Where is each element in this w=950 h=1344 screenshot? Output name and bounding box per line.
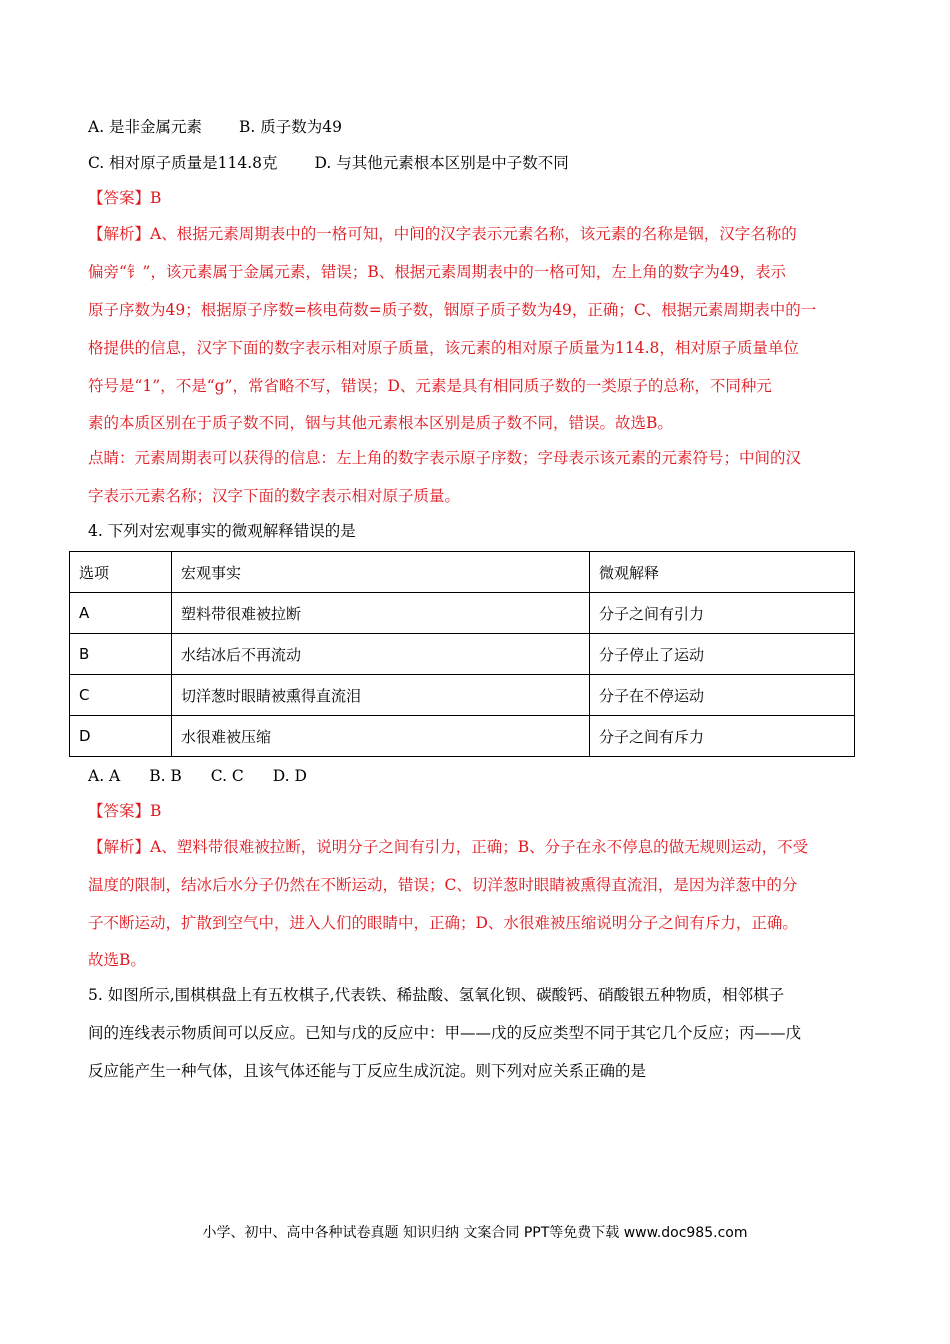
table-row [70, 634, 855, 675]
table-header-cell: 宏观事实 [172, 552, 590, 593]
table-cell: 分子停止了运动 [590, 634, 855, 675]
q5-stem-line: 5. 如图所示,围棋棋盘上有五枚棋子,代表铁、稀盐酸、氢氧化钡、碳酸钙、硝酸银五种物质，相邻棋子 [88, 986, 785, 1004]
q3-options-row2 [88, 153, 569, 173]
table-cell: 切洋葱时眼睛被熏得直流泪 [172, 675, 590, 716]
table-cell: B [70, 634, 172, 675]
table-row [70, 675, 855, 716]
q3-tip-line: 点睛：元素周期表可以获得的信息：左上角的数字表示原子序数；字母表示该元素的元素符号；中间的汉 [88, 449, 802, 467]
q3-analysis-line: 素的本质区别在于质子数不同，铟与其他元素根本区别是质子数不同，错误。故选B。 [88, 414, 673, 432]
q3-option-d: D. 与其他元素根本区别是中子数不同 [314, 154, 569, 172]
q3-options-row1 [88, 117, 342, 137]
q3-analysis-line: 【解析】A、根据元素周期表中的一格可知，中间的汉字表示元素名称，该元素的名称是铟，汉字名称的 [88, 225, 797, 243]
q4-answer: 【答案】B [88, 802, 162, 820]
q4-analysis-line: 【解析】A、塑料带很难被拉断，说明分子之间有引力，正确；B、分子在永不停息的做无规则运动，不受 [88, 838, 809, 856]
q5-stem-line: 间的连线表示物质间可以反应。已知与戊的反应中：甲——戊的反应类型不同于其它几个反应；丙——戊 [88, 1024, 802, 1042]
table-cell: 分子在不停运动 [590, 675, 855, 716]
table-cell: 水很难被压缩 [172, 716, 590, 757]
table-cell: 塑料带很难被拉断 [172, 593, 590, 634]
table-row [70, 593, 855, 634]
q3-option-b: B. 质子数为49 [239, 118, 342, 136]
q3-analysis-line: 格提供的信息，汉字下面的数字表示相对原子质量，该元素的相对原子质量为114.8，相对原子质量单位 [88, 339, 799, 357]
table-header-row [70, 552, 855, 593]
q4-analysis-line: 故选B。 [88, 951, 146, 969]
table-header-cell: 微观解释 [590, 552, 855, 593]
q4-option-b: B. B [149, 767, 182, 785]
table-cell: 分子之间有斥力 [590, 716, 855, 757]
table-cell: D [70, 716, 172, 757]
q4-analysis-line: 温度的限制，结冰后水分子仍然在不断运动，错误；C、切洋葱时眼睛被熏得直流泪，是因为洋葱中的分 [88, 876, 798, 894]
q4-options [88, 766, 307, 786]
q3-analysis-line: 符号是“1”，不是“g”，常省略不写，错误；D、元素是具有相同质子数的一类原子的总称，不同种元 [88, 377, 772, 395]
q3-tip-line: 字表示元素名称；汉字下面的数字表示相对原子质量。 [88, 487, 461, 505]
q4-analysis-line: 子不断运动，扩散到空气中，进入人们的眼睛中，正确；D、水很难被压缩说明分子之间有斥力，正确。 [88, 914, 798, 932]
q3-option-c: C. 相对原子质量是114.8克 [88, 154, 278, 172]
q3-option-a: A. 是非金属元素 [88, 118, 203, 136]
q4-stem: 4. 下列对宏观事实的微观解释错误的是 [88, 522, 356, 540]
table-cell: 水结冰后不再流动 [172, 634, 590, 675]
table-header-cell: 选项 [70, 552, 172, 593]
q4-option-a: A. A [88, 767, 121, 785]
q4-table [69, 551, 855, 757]
q3-analysis-line: 原子序数为49；根据原子序数=核电荷数=质子数，铟原子质子数为49，正确；C、根据元素周期表中的一 [88, 301, 817, 319]
page-footer: 小学、初中、高中各种试卷真题 知识归纳 文案合同 PPT等免费下载 www.doc985.com [202, 1225, 748, 1241]
table-row [70, 716, 855, 757]
table-cell: C [70, 675, 172, 716]
q4-option-c: C. C [210, 767, 244, 785]
q5-stem-line: 反应能产生一种气体，且该气体还能与丁反应生成沉淀。则下列对应关系正确的是 [88, 1062, 647, 1080]
table-cell: 分子之间有引力 [590, 593, 855, 634]
q4-option-d: D. D [272, 767, 307, 785]
table-cell: A [70, 593, 172, 634]
q3-answer: 【答案】B [88, 189, 162, 207]
q3-analysis-line: 偏旁“钅”，该元素属于金属元素，错误；B、根据元素周期表中的一格可知，左上角的数字为49，表示 [88, 263, 786, 281]
